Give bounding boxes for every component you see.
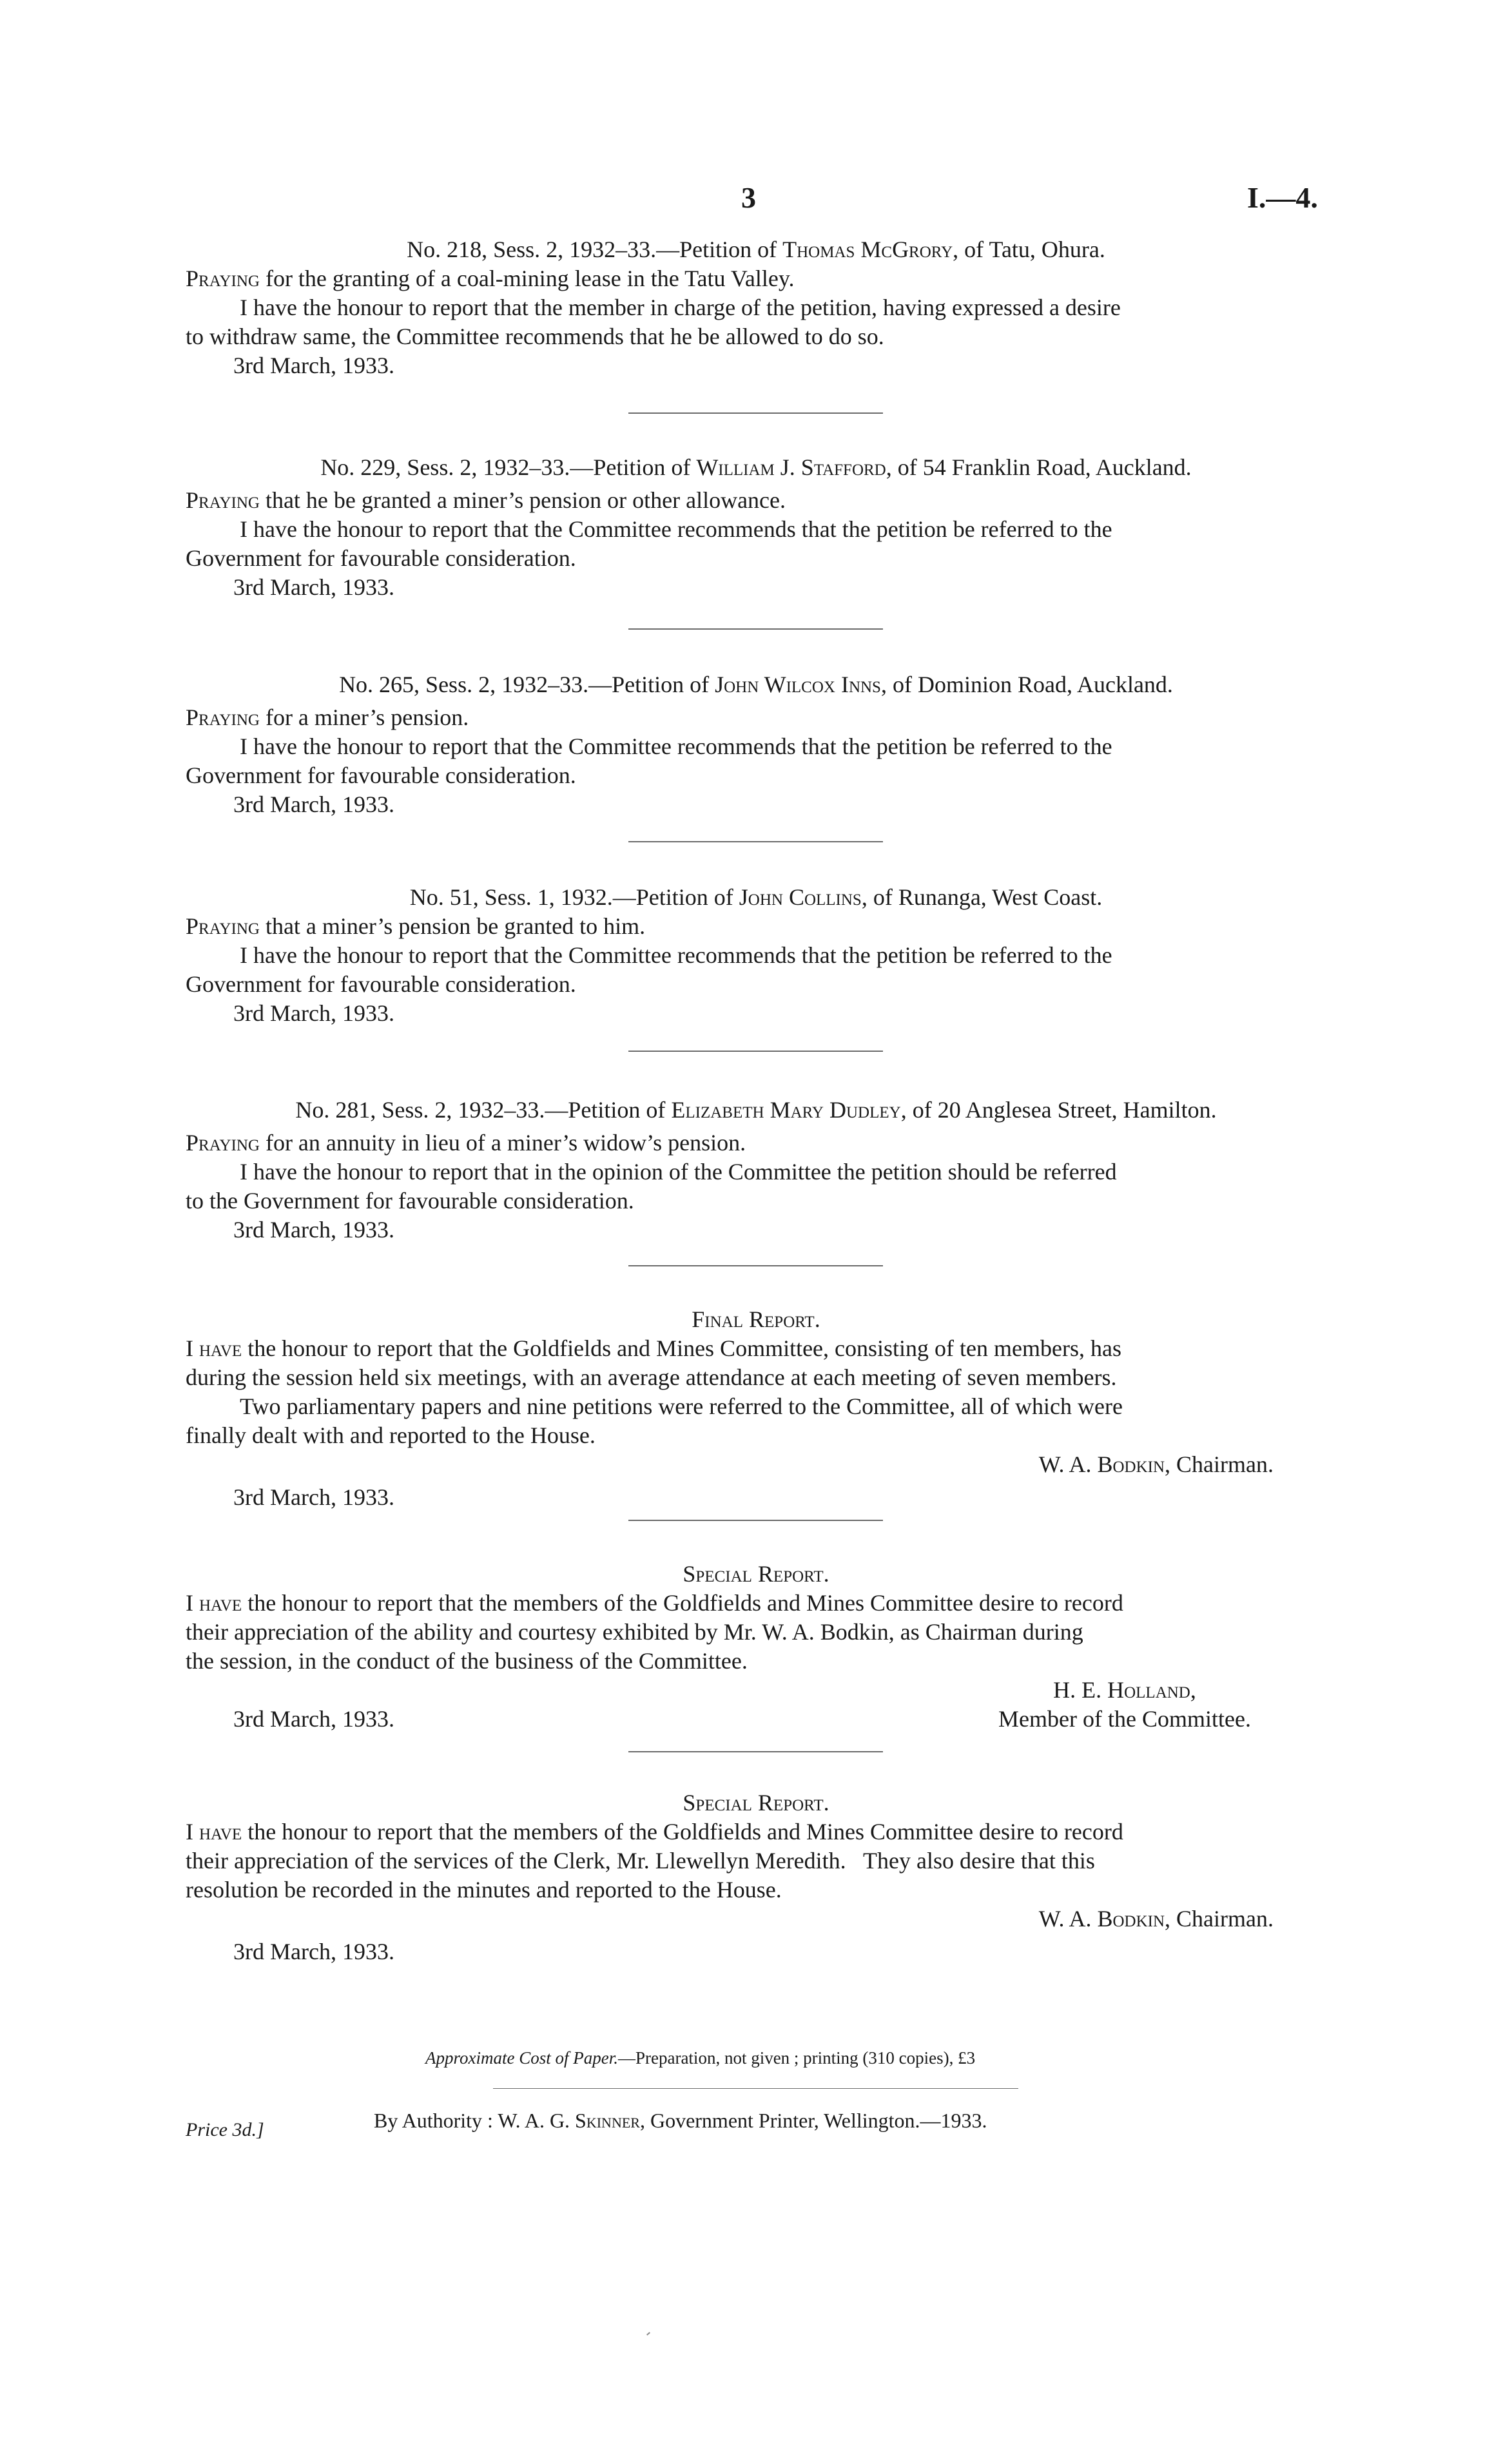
price-note: Price 3d.] (186, 2119, 264, 2140)
praying-line: Praying that a miner’s pension be granted to him. (186, 913, 646, 939)
praying-line: Praying for an annuity in lieu of a miner’s widow’s pension. (186, 1130, 746, 1156)
petition-heading: No. 265, Sess. 2, 1932–33.—Petition of John Wilcox Inns, of Dominion Road, Auckland. (339, 672, 1173, 697)
praying-line: Praying for the granting of a coal-mining lease in the Tatu Valley. (186, 266, 795, 291)
section-divider (628, 412, 883, 414)
report-line: to the Government for favourable consideration. (186, 1188, 634, 1214)
page-number: 3 (741, 181, 756, 214)
report-date: 3rd March, 1933. (233, 1217, 394, 1243)
praying-line: Praying for a miner’s pension. (186, 704, 469, 730)
section-divider (628, 1265, 883, 1266)
document-reference: I.—4. (1247, 181, 1318, 214)
petition-heading: No. 229, Sess. 2, 1932–33.—Petition of William J. Stafford, of 54 Franklin Road, Auckland. (320, 454, 1192, 480)
petition-281 (186, 1096, 1326, 1245)
petition-51 (186, 883, 1326, 1028)
final-report-body: I have the honour to report that the Goldfields and Mines Committee, consisting of ten members, has during the session held six meetings, with an average attendance at each meeting of seven members. Two parliamentary papers and nine petitions were referred to the Committee, all of which were finally dealt with and reported to the House. W. A. Bodkin, Chairman. 3rd March, 1933. (186, 1334, 1326, 1512)
footer-divider (493, 2088, 1018, 2089)
report-line: Government for favourable consideration. (186, 545, 576, 571)
report-line: I have the honour to report that the Committee recommends that the petition be referred to the (240, 733, 1112, 759)
petition-265 (186, 670, 1326, 819)
report-line: I have the honour to report that the Committee recommends that the petition be referred to the (240, 516, 1112, 542)
report-line: I have the honour to report that the member in charge of the petition, having expressed a desire (240, 295, 1121, 320)
report-line: Government for favourable consideration. (186, 971, 576, 997)
petition-heading: No. 51, Sess. 1, 1932.—Petition of John Collins, of Runanga, West Coast. (409, 884, 1103, 910)
section-divider (628, 1751, 883, 1752)
report-line: I have the honour to report that in the opinion of the Committee the petition should be referred (240, 1159, 1117, 1185)
final-report-title: Final Report. (692, 1306, 820, 1332)
petition-218 (186, 235, 1326, 380)
stray-mark (646, 2332, 650, 2335)
section-divider (628, 1051, 883, 1052)
report-line: Government for favourable consideration. (186, 762, 576, 788)
printer-authority: By Authority : W. A. G. Skinner, Government Printer, Wellington.—1933. (374, 2109, 987, 2132)
chairman-signature: W. A. Bodkin, Chairman. (1038, 1906, 1274, 1932)
praying-line: Praying that he be granted a miner’s pension or other allowance. (186, 487, 786, 513)
section-divider (628, 628, 883, 630)
special-report-body: I have the honour to report that the members of the Goldfields and Mines Committee desire to record their appreciation of the ability and courtesy exhibited by Mr. W. A. Bodkin, as Chairman during the session, in the conduct of the business of the Committee. (186, 1590, 1123, 1674)
report-date: 3rd March, 1933. (233, 1484, 394, 1510)
special-report-title: Special Report. (683, 1561, 829, 1587)
report-date: 3rd March, 1933. (233, 1939, 394, 1964)
printing-cost-note: Approximate Cost of Paper.—Preparation, not given ; printing (310 copies), £3 (425, 2048, 976, 2068)
special-report-title: Special Report. (683, 1790, 829, 1816)
petition-heading: No. 281, Sess. 2, 1932–33.—Petition of Elizabeth Mary Dudley, of 20 Anglesea Street, Hamilton. (295, 1097, 1217, 1123)
report-line: to withdraw same, the Committee recommends that he be allowed to do so. (186, 324, 884, 349)
report-line: I have the honour to report that the Committee recommends that the petition be referred to the (240, 942, 1112, 968)
report-date: 3rd March, 1933. (233, 1706, 394, 1732)
petition-heading: No. 218, Sess. 2, 1932–33.—Petition of Thomas McGrory, of Tatu, Ohura. (407, 237, 1105, 262)
special-report-body: I have the honour to report that the members of the Goldfields and Mines Committee desire to record their appreciation of the services of the Clerk, Mr. Llewellyn Meredith. They also desire that this resolution be recorded in the minutes and reported to the House. W. A. Bodkin, Chairman. 3rd March, 1933. (186, 1817, 1326, 1966)
report-date: 3rd March, 1933. (233, 574, 394, 600)
report-date: 3rd March, 1933. (233, 791, 394, 817)
member-signature: H. E. Holland, Member of the Committee. (998, 1677, 1251, 1732)
report-date: 3rd March, 1933. (233, 353, 394, 378)
petition-229 (186, 453, 1326, 602)
chairman-signature: W. A. Bodkin, Chairman. (1038, 1451, 1274, 1477)
section-divider (628, 1520, 883, 1521)
section-divider (628, 841, 883, 842)
report-date: 3rd March, 1933. (233, 1000, 394, 1026)
